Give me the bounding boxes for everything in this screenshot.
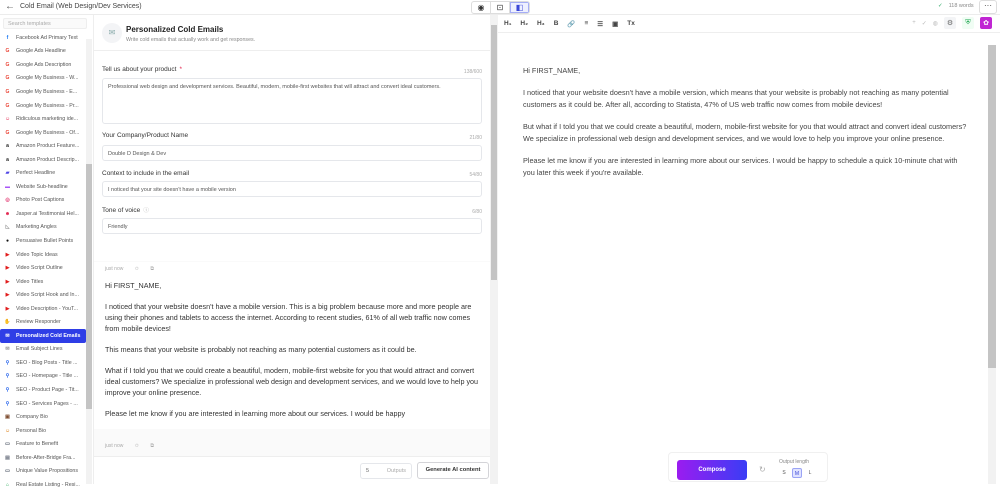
timestamp: just now xyxy=(105,443,124,449)
template-subtitle: Write cold emails that actually work and get responses. xyxy=(126,37,256,43)
timestamp: just now xyxy=(105,266,124,272)
editor-paragraph: Hi FIRST_NAME, xyxy=(523,66,581,75)
ai-icon[interactable]: ⊡ xyxy=(491,2,510,13)
more-options-button[interactable]: ··· xyxy=(979,0,997,14)
company-input[interactable]: Double D Design & Dev xyxy=(102,145,482,161)
template-icon: ▰ xyxy=(5,170,10,177)
sidebar-item-label: Google Ads Description xyxy=(16,61,72,68)
sidebar-item[interactable] xyxy=(0,153,86,167)
view-mode-toggle xyxy=(471,1,530,14)
sidebar-item-label: Email Subject Lines xyxy=(16,346,63,353)
sidebar-item-label: Google Ads Headline xyxy=(16,48,66,55)
product-char-count: 138/600 xyxy=(463,69,482,75)
sidebar-item-label: Google My Business - Pr... xyxy=(16,102,79,109)
sidebar-scrollbar[interactable] xyxy=(86,39,92,484)
sidebar-item-label: Personal Bio xyxy=(16,427,47,434)
outputs-count-input[interactable]: 5 Outputs xyxy=(360,463,412,479)
sidebar-item-label: Ridiculous marketing ide... xyxy=(16,116,79,123)
sidebar-item[interactable] xyxy=(0,451,86,465)
template-icon: ▤ xyxy=(5,454,10,461)
output-paragraph: Hi FIRST_NAME, xyxy=(105,281,162,290)
sidebar-item[interactable] xyxy=(0,424,86,438)
sidebar-item-label: Persuasive Bullet Points xyxy=(16,237,74,244)
output-paragraph: Please let me know if you are interested in learning more about our services. I would be happy xyxy=(105,409,406,418)
bold-icon[interactable]: B xyxy=(553,20,559,27)
context-char-count: 54/80 xyxy=(469,172,482,178)
length-option-l[interactable]: L xyxy=(808,470,812,476)
template-icon: f xyxy=(6,34,9,41)
template-icon: G xyxy=(5,129,10,136)
tone-input[interactable]: Friendly xyxy=(102,218,482,234)
template-icon: ▭ xyxy=(5,468,10,475)
template-header xyxy=(94,15,490,51)
sidebar-item[interactable] xyxy=(0,329,86,343)
sidebar-item[interactable] xyxy=(0,126,86,140)
output-length-label: Output length xyxy=(779,459,810,465)
template-icon: G xyxy=(5,88,10,95)
sidebar-item[interactable] xyxy=(0,343,86,357)
check-icon: ✓ xyxy=(938,3,943,9)
sidebar-item[interactable] xyxy=(0,356,86,370)
back-arrow-icon[interactable]: ← xyxy=(5,1,15,12)
sidebar-item-label: Real Estate Listing - Resi... xyxy=(16,481,80,488)
sidebar-item-label: Facebook Ad Primary Text xyxy=(16,34,78,41)
word-count-label: 118 words xyxy=(948,3,974,9)
template-icon: ◎ xyxy=(5,197,10,204)
clear-format-icon[interactable]: Tx xyxy=(627,20,635,27)
output-paragraph: What if I told you that we could create a beautiful, modern, mobile-first website for you that would attract and convert ideal customers? We specialize in professional web design and development services, and we would love to help you improve your online presence. xyxy=(105,366,479,397)
sidebar-item[interactable] xyxy=(0,248,86,262)
gear-icon[interactable]: ⚙ xyxy=(944,17,956,29)
sidebar-item-label: SEO - Product Page - Tit... xyxy=(16,386,79,393)
heading-3-icon[interactable]: H₃ xyxy=(536,20,545,27)
template-icon: ⚲ xyxy=(5,359,10,366)
info-icon[interactable]: ⓘ xyxy=(143,208,149,214)
sidebar-item[interactable] xyxy=(0,31,86,45)
sidebar-item[interactable] xyxy=(0,437,86,451)
company-label: Your Company/Product Name xyxy=(102,132,189,139)
sidebar-item[interactable] xyxy=(0,315,86,329)
editor-paragraph: I noticed that your website doesn't have a mobile version, which means that your website is probably not reaching as many potential customers as it could be. After all, according to Statista, 47% of US web traffic now comes from mobile devices! xyxy=(523,87,949,109)
word-count xyxy=(938,3,974,9)
length-option-m[interactable]: M xyxy=(792,468,802,478)
template-icon: G xyxy=(5,102,10,109)
sidebar-item[interactable] xyxy=(0,410,86,424)
sidebar-item[interactable] xyxy=(0,302,86,316)
editor-paragraph: But what if I told you that we could create a beautiful, modern, mobile-first website for you that would attract and convert ideal customers? We specialize in professional web design and development services, and we would love to help you improve your online presence. xyxy=(523,121,967,143)
template-panel xyxy=(94,15,490,484)
sidebar-item[interactable] xyxy=(0,99,86,113)
template-list xyxy=(0,31,86,492)
sidebar-item[interactable] xyxy=(0,180,86,194)
template-icon: ✋ xyxy=(4,319,11,326)
output-length-selector xyxy=(779,468,815,478)
settings-icon[interactable]: ◍ xyxy=(932,20,938,27)
sidebar-item[interactable] xyxy=(0,58,86,72)
link-icon[interactable]: 🔗 xyxy=(567,20,576,28)
sidebar-item-label: Marketing Angles xyxy=(16,224,57,231)
sidebar-item-label: Personalized Cold Emails xyxy=(16,332,81,339)
output-text[interactable] xyxy=(94,280,490,419)
sidebar-item-label: Google My Business - E... xyxy=(16,88,78,95)
editor-scrollbar[interactable] xyxy=(988,45,996,484)
template-icon: ▶ xyxy=(5,251,10,258)
generate-button[interactable]: Generate AI content xyxy=(417,462,489,479)
sidebar-item-label: Amazon Product Feature... xyxy=(16,143,80,150)
center-scrollbar[interactable] xyxy=(490,15,498,484)
jasper-icon[interactable]: ✿ xyxy=(980,17,992,29)
sidebar-item[interactable] xyxy=(0,234,86,248)
document-title[interactable]: Cold Email (Web Design/Dev Services) xyxy=(20,3,142,10)
template-icon: ▶ xyxy=(5,278,10,285)
sidebar-item[interactable] xyxy=(0,465,86,479)
template-icon: ☺ xyxy=(4,427,11,434)
sidebar-item-label: Amazon Product Descrip... xyxy=(16,156,79,163)
sidebar-item[interactable] xyxy=(0,370,86,384)
sidebar-item[interactable] xyxy=(0,288,86,302)
sidebar-item-label: Video Titles xyxy=(16,278,44,285)
template-icon: ▶ xyxy=(5,305,10,312)
template-icon: ☺ xyxy=(4,116,11,123)
company-char-count: 21/80 xyxy=(469,135,482,141)
template-icon: ✉ xyxy=(5,332,10,339)
tone-label: Tone of voice ⓘ xyxy=(102,207,149,214)
heading-1-icon[interactable]: H₁ xyxy=(504,20,512,27)
sidebar-item-label: Video Topic Ideas xyxy=(16,251,58,258)
sidebar-item-label: Feature to Benefit xyxy=(16,441,59,448)
template-icon: G xyxy=(5,61,10,68)
editor-content[interactable] xyxy=(523,65,968,189)
template-icon: ⌂ xyxy=(5,481,10,488)
sidebar-item[interactable] xyxy=(0,221,86,235)
template-icon: ▣ xyxy=(5,414,10,421)
template-icon: ▶ xyxy=(5,292,10,299)
template-icon: ▬ xyxy=(5,183,10,190)
compose-bar xyxy=(668,452,828,482)
sidebar-item-label: Video Script Outline xyxy=(16,265,63,272)
shield-icon[interactable]: ⛨ xyxy=(962,17,974,29)
image-icon[interactable]: ▣ xyxy=(612,20,619,28)
context-input[interactable]: I noticed that your site doesn't have a mobile version xyxy=(102,181,482,197)
sidebar-item-label: Review Responder xyxy=(16,319,61,326)
copy-icon[interactable]: ⧉ xyxy=(150,266,154,272)
template-icon: ● xyxy=(5,237,10,244)
sidebar-item-label: Unique Value Propositions xyxy=(16,468,79,475)
product-textarea[interactable]: Professional web design and development services. Beautiful, modern, mobile-first websites that will attract and convert ideal customers. xyxy=(102,78,482,124)
output-card xyxy=(94,262,490,455)
sidebar-item-label: Company Bio xyxy=(16,414,48,421)
sidebar-item[interactable] xyxy=(0,397,86,411)
output-meta xyxy=(94,262,490,272)
sidebar-item[interactable] xyxy=(0,478,86,492)
template-icon: ▶ xyxy=(5,265,10,272)
length-option-s[interactable]: S xyxy=(782,470,786,476)
refresh-icon[interactable]: ↻ xyxy=(759,465,766,474)
sidebar-item[interactable] xyxy=(0,207,86,221)
generate-footer xyxy=(94,456,490,484)
compose-button[interactable]: Compose xyxy=(677,460,747,480)
editor-actions xyxy=(912,17,992,29)
template-icon: ⚲ xyxy=(5,373,10,380)
sidebar-item-label: Video Script Hook and In... xyxy=(16,292,79,299)
template-icon: ◺ xyxy=(5,224,10,231)
thumbs-icon[interactable]: ✩ xyxy=(134,443,139,449)
tone-char-count: 6/80 xyxy=(472,209,482,215)
sidebar-item-label: Photo Post Captions xyxy=(16,197,65,204)
sidebar-item[interactable] xyxy=(0,194,86,208)
sidebar-item[interactable] xyxy=(0,383,86,397)
editor-paragraph: Please let me know if you are interested in learning more about our services. I would be happy to schedule a quick 10-minute chat with you later this week if you're available. xyxy=(523,155,958,177)
sidebar-item[interactable] xyxy=(0,112,86,126)
top-bar xyxy=(0,0,1000,15)
pencil-icon[interactable]: ✓ xyxy=(921,20,927,27)
sidebar-item[interactable] xyxy=(0,72,86,86)
output-paragraph: This means that your website is probably not reaching as many potential customers as it could be. xyxy=(105,345,417,354)
sidebar-item[interactable] xyxy=(0,85,86,99)
template-icon: a xyxy=(6,143,9,150)
bullet-list-icon[interactable]: ☰ xyxy=(597,20,604,28)
formatting-toolbar xyxy=(498,15,1000,33)
template-icon: ▭ xyxy=(5,441,10,448)
sidebar-item-label: SEO - Homepage - Title ... xyxy=(16,373,79,380)
sidebar-item-label: Before-After-Bridge Fra... xyxy=(16,454,76,461)
sidebar-item-label: Jasper.ai Testimonial Hel... xyxy=(16,210,79,217)
sidebar-item-label: Google My Business - W... xyxy=(16,75,79,82)
template-icon: G xyxy=(5,75,10,82)
template-icon: ☻ xyxy=(4,210,11,217)
sidebar-item[interactable] xyxy=(0,166,86,180)
split-view-icon[interactable]: ◧ xyxy=(510,2,529,13)
sidebar-scroll-thumb[interactable] xyxy=(86,164,92,409)
template-form xyxy=(94,51,490,261)
email-icon: ✉ xyxy=(102,23,122,43)
sidebar-item[interactable] xyxy=(0,261,86,275)
sidebar-item[interactable] xyxy=(0,45,86,59)
sidebar-item[interactable] xyxy=(0,275,86,289)
preview-icon[interactable]: ◉ xyxy=(472,2,491,13)
template-title: Personalized Cold Emails xyxy=(126,25,224,34)
template-icon: a xyxy=(6,156,9,163)
template-icon: ⚲ xyxy=(5,400,10,407)
sidebar-item-label: Google My Business - Of... xyxy=(16,129,80,136)
output-paragraph: I noticed that your website doesn't have a mobile version. This is a big problem because more and more people are using their phones and tablets to access the internet. According to recent studies, 61% of all web traffic now comes from mobile devices! xyxy=(105,302,472,333)
sidebar-item[interactable] xyxy=(0,139,86,153)
center-scroll-thumb[interactable] xyxy=(491,25,497,280)
context-label: Context to include in the email xyxy=(102,170,190,177)
output-meta-2 xyxy=(94,435,490,455)
sidebar-item-label: Video Description - YouT... xyxy=(16,305,79,312)
product-label: Tell us about your product * xyxy=(102,66,182,73)
sidebar-item-label: SEO - Services Pages - ... xyxy=(16,400,78,407)
template-icon: G xyxy=(5,48,10,55)
ordered-list-icon[interactable]: ≡ xyxy=(584,20,589,27)
sidebar-item-label: Website Sub-headline xyxy=(16,183,68,190)
thumbs-icon[interactable]: ✩ xyxy=(134,266,139,272)
editor-panel xyxy=(498,15,1000,484)
search-templates-input[interactable]: Search templates xyxy=(3,18,87,29)
sidebar-item-label: Perfect Headline xyxy=(16,170,56,177)
template-icon: ✉ xyxy=(5,346,10,353)
heading-2-icon[interactable]: H₂ xyxy=(520,20,528,27)
plus-icon[interactable]: + xyxy=(912,20,916,26)
copy-icon[interactable]: ⧉ xyxy=(150,443,154,449)
templates-sidebar xyxy=(0,15,94,488)
sidebar-item-label: SEO - Blog Posts - Title ... xyxy=(16,359,78,366)
template-icon: ⚲ xyxy=(5,386,10,393)
editor-scroll-thumb[interactable] xyxy=(988,45,996,368)
